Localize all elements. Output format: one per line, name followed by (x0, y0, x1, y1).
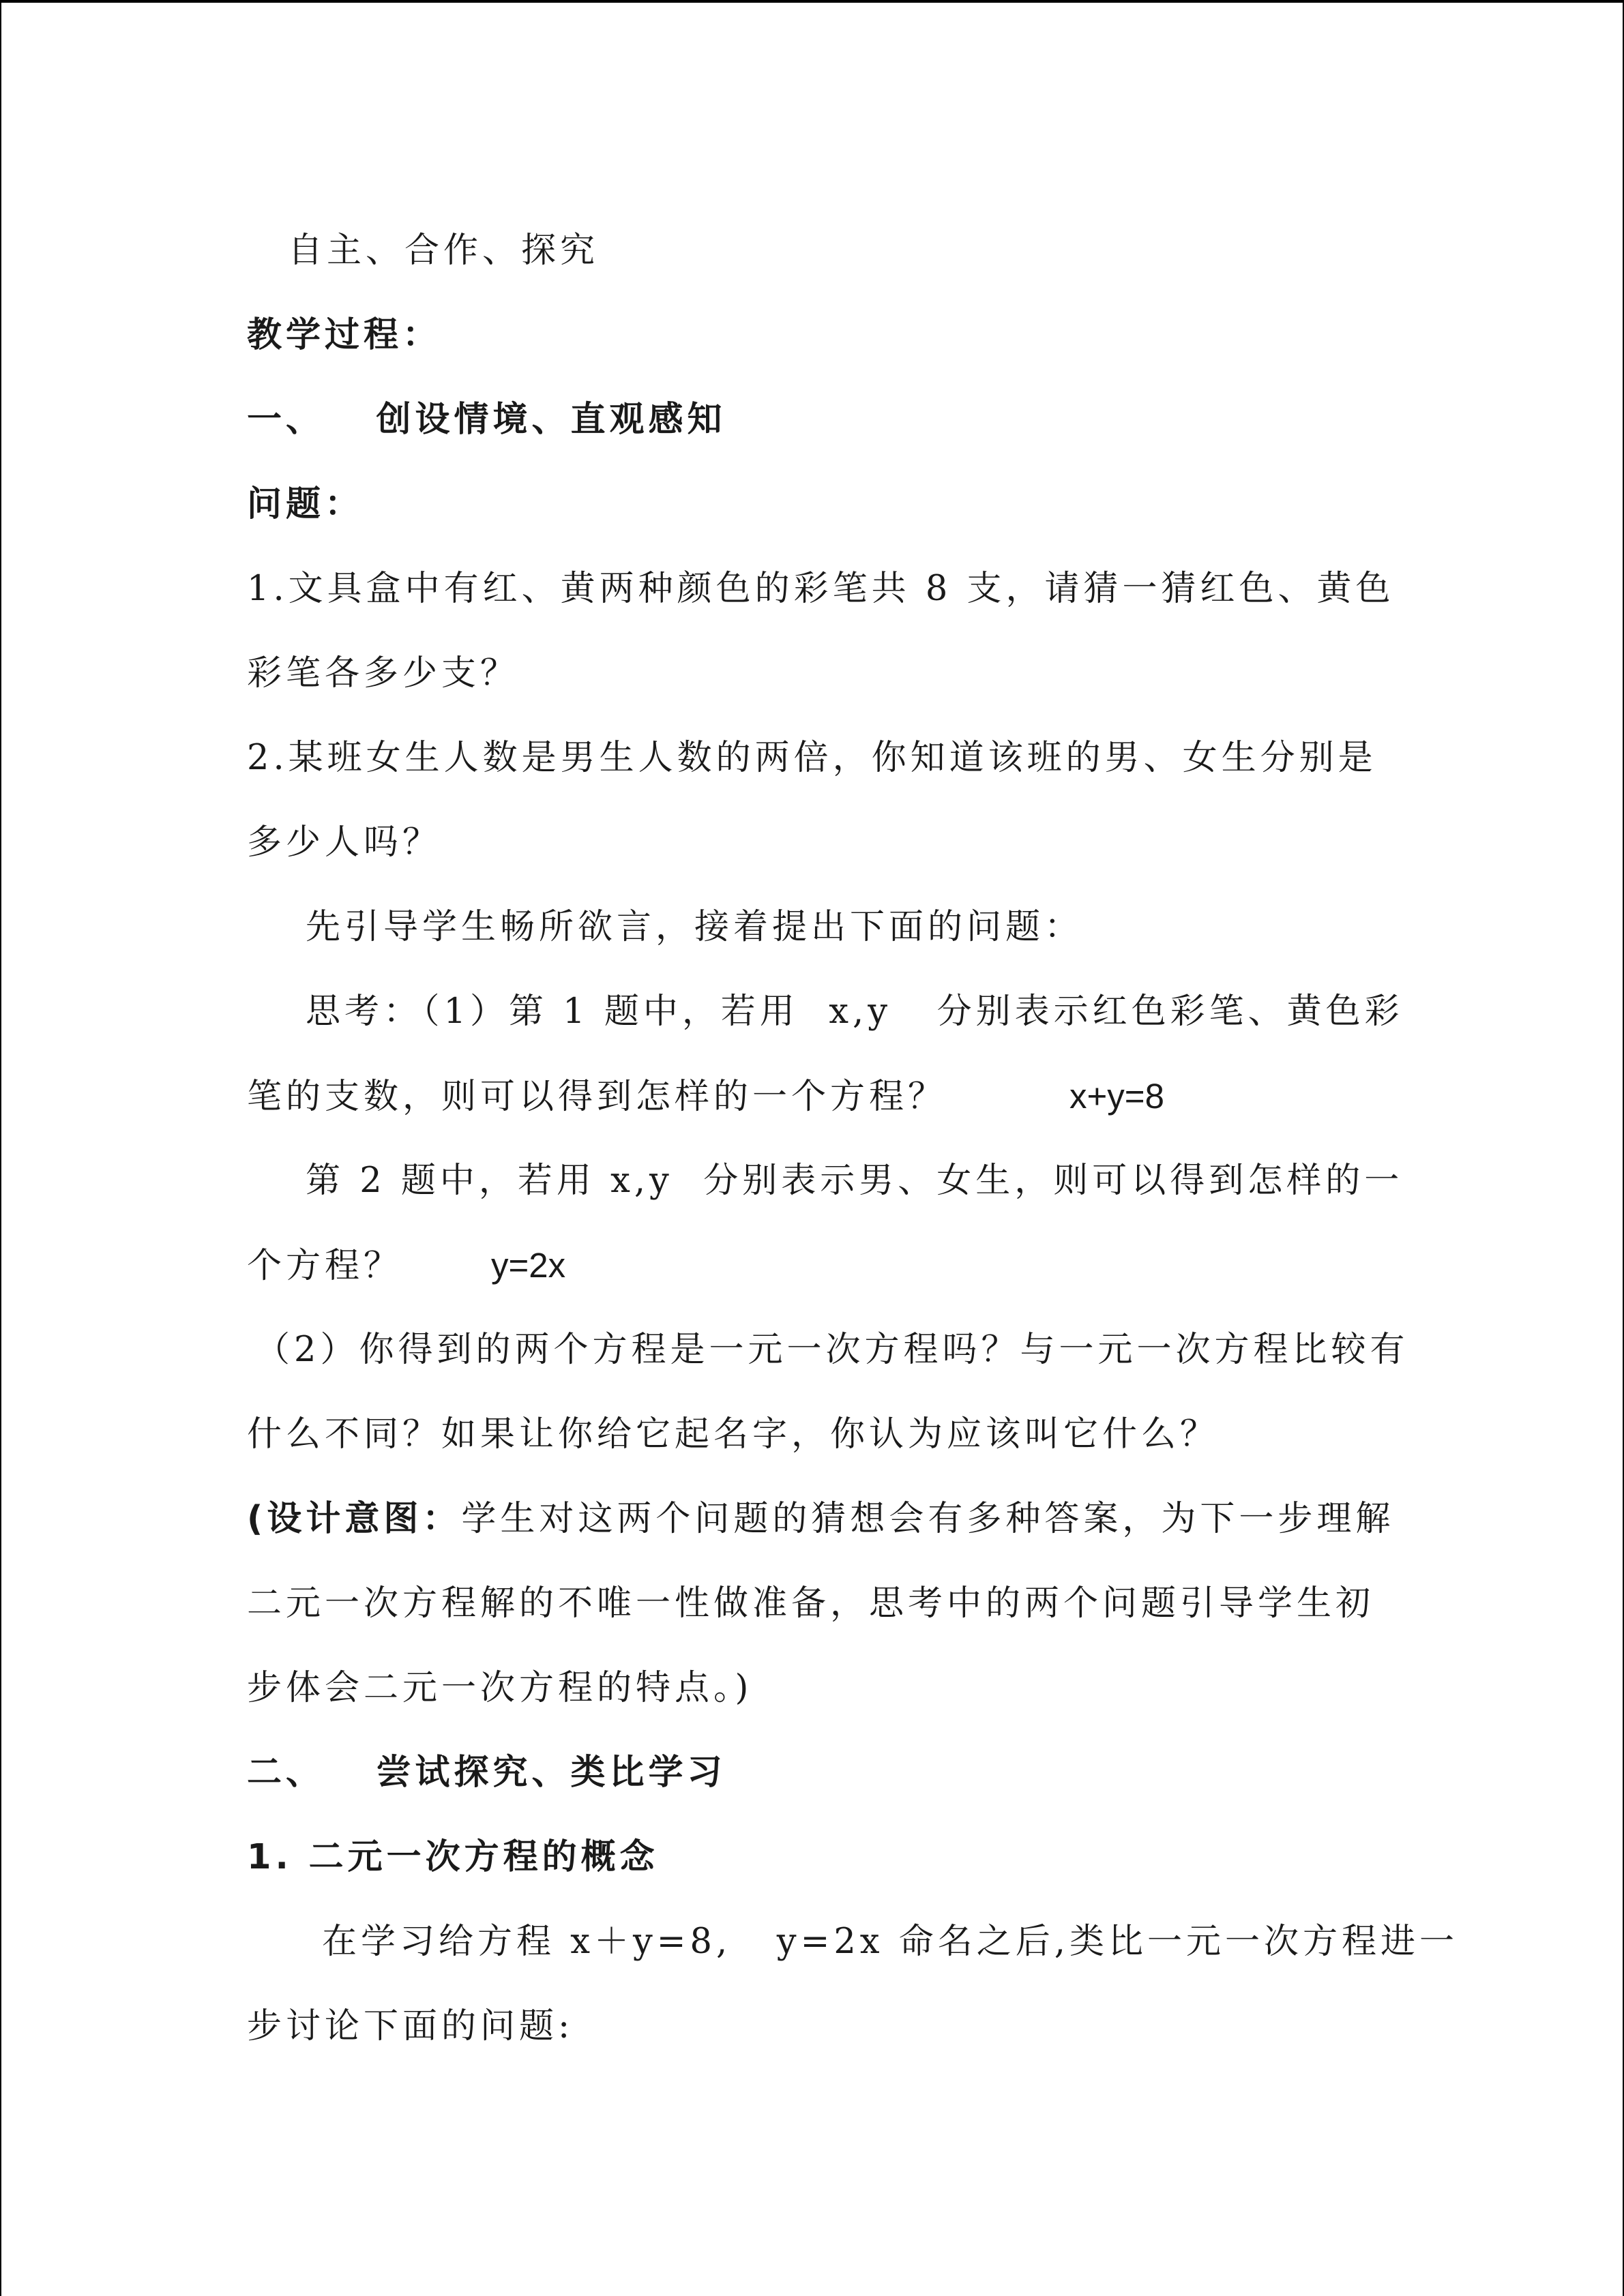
process-heading: 教学过程： (247, 315, 442, 355)
section-number: 二、 (247, 1753, 325, 1793)
section-heading-1 (247, 378, 1379, 462)
think-line-1: 思考：（1）第 1 题中，若用 x,y 分别表示红色彩笔、黄色彩 (306, 992, 1404, 1032)
design-intent-open-paren: ( (247, 1499, 267, 1539)
questions-label: 问题： (247, 484, 364, 524)
think-line-4 (247, 1223, 1379, 1308)
question-2-line-1: 2.某班女生人数是男生人数的两倍，你知道该班的男、女生分别是 (247, 738, 1377, 778)
method-line: 自主、合作、探究 (288, 230, 600, 271)
think-line-4-text: 个方程？ (247, 1246, 403, 1286)
design-intent-line-1 (247, 1477, 1395, 1562)
section-title: 创设情境、直观感知 (376, 400, 726, 440)
section-heading-2 (247, 1731, 1379, 1815)
equation-x-plus-y: x+y=8 (1069, 1077, 1164, 1116)
subsection-heading-1: 1. 二元一次方程的概念 (247, 1837, 659, 1877)
final-paragraph-line-1: 在学习给方程 x＋y=8, y=2x 命名之后,类比一元一次方程进一 (322, 1922, 1458, 1962)
think-line-2 (247, 1054, 1379, 1139)
section-title: 尝试探究、类比学习 (376, 1753, 726, 1793)
think-part-2-line-1: （2）你得到的两个方程是一元一次方程吗？与一元一次方程比较有 (255, 1330, 1409, 1370)
question-1-line-2: 彩笔各多少支？ (247, 653, 520, 694)
design-intent-text: 学生对这两个问题的猜想会有多种答案，为下一步理解 (461, 1499, 1395, 1539)
design-intent-line-3: 步体会二元一次方程的特点。) (247, 1668, 753, 1708)
think-part-2-line-2: 什么不同？如果让你给它起名字，你认为应该叫它什么？ (247, 1414, 1220, 1455)
question-1-line-1: 1.文具盒中有红、黄两种颜色的彩笔共 8 支，请猜一猜红色、黄色 (247, 569, 1395, 609)
think-line-2-text: 笔的支数，则可以得到怎样的一个方程？ (247, 1077, 947, 1117)
question-2-line-2: 多少人吗？ (247, 822, 442, 863)
final-paragraph-line-2: 步讨论下面的问题: (247, 2006, 574, 2046)
design-intent-label: 设计意图： (267, 1499, 462, 1539)
document-body (247, 209, 1458, 2069)
think-line-3: 第 2 题中，若用 x,y 分别表示男、女生，则可以得到怎样的一 (306, 1161, 1404, 1201)
section-number: 一、 (247, 400, 325, 440)
equation-y-eq-2x: y=2x (491, 1246, 566, 1285)
guide-line: 先引导学生畅所欲言，接着提出下面的问题： (306, 907, 1084, 947)
design-intent-line-2: 二元一次方程解的不唯一性做准备，思考中的两个问题引导学生初 (247, 1583, 1375, 1624)
